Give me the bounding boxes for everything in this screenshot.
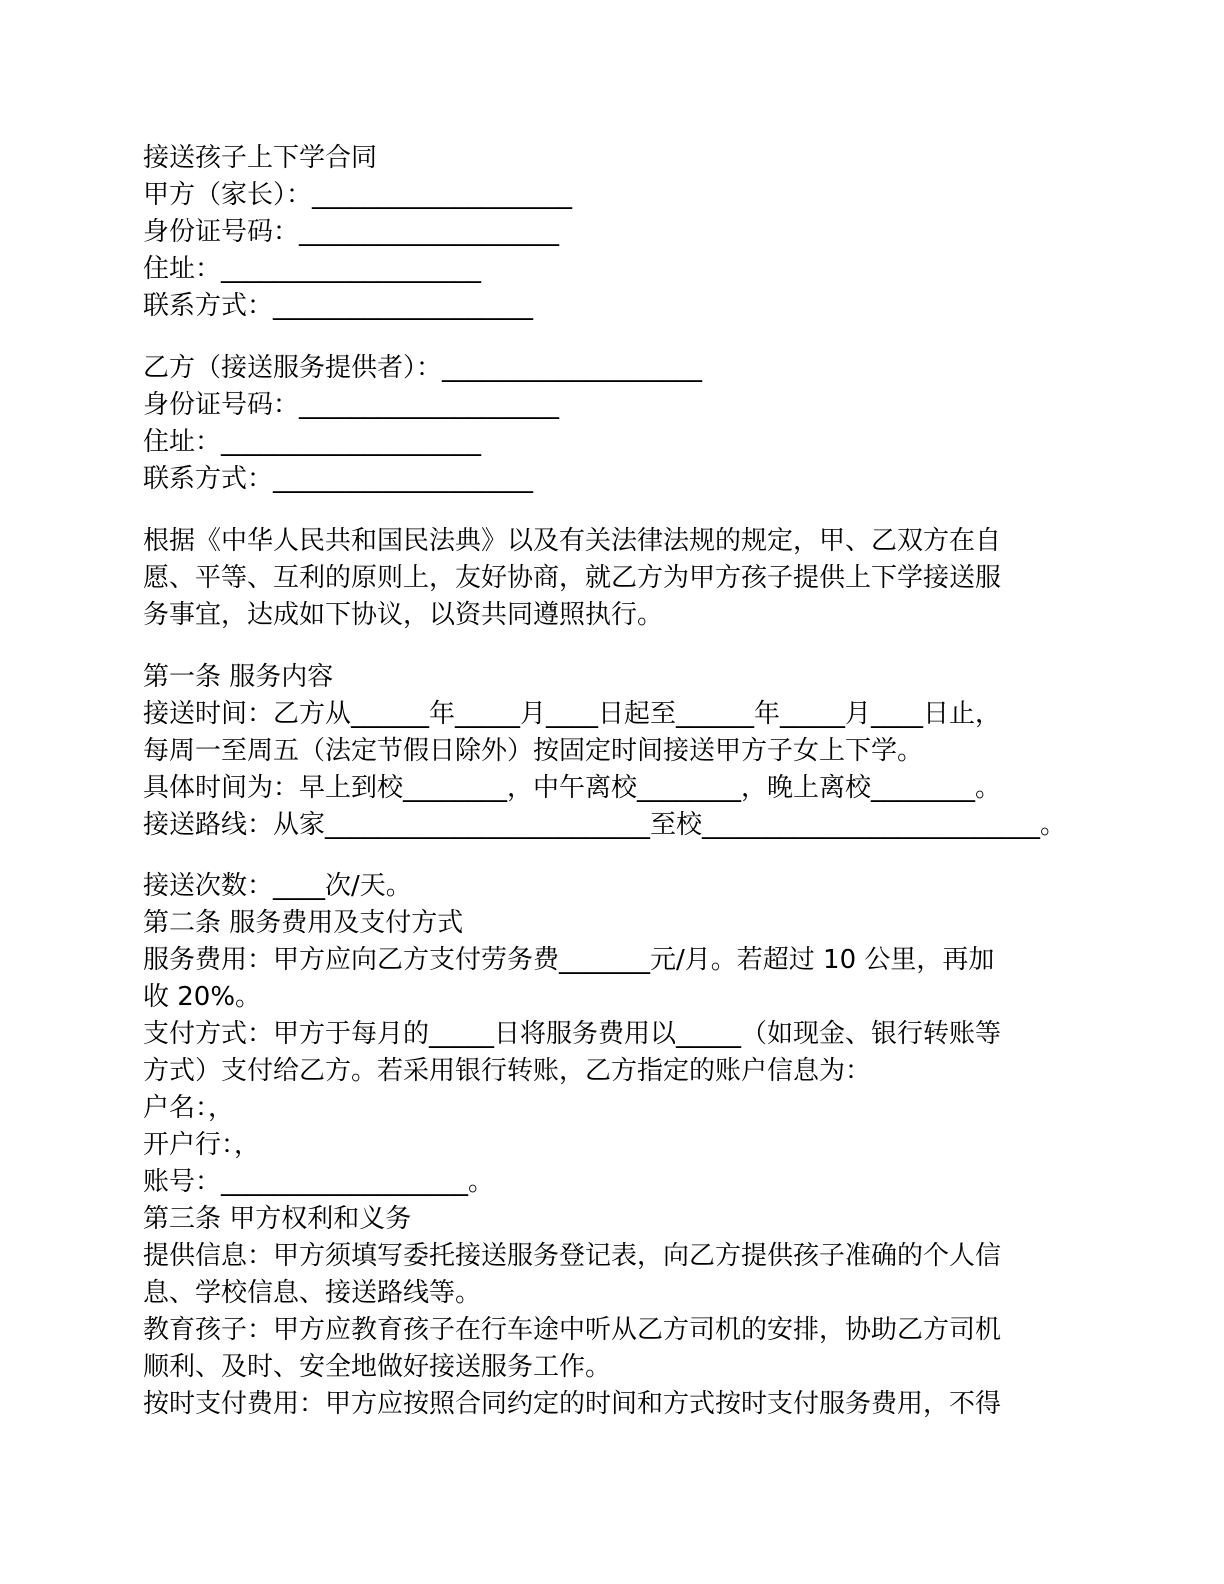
party-b-contact: 联系方式：____________________ [143,464,534,494]
article1-line: 具体时间为：早上到校________，中午离校________，晚上离校________。 [143,773,1002,803]
article3-line: 提供信息：甲方须填写委托接送服务登记表，向乙方提供孩子准确的个人信 [143,1241,1002,1271]
spacer [143,498,1103,523]
party-a-contact: 联系方式：____________________ [143,291,534,321]
party-b-address: 住址：____________________ [143,427,482,457]
article3-heading: 第三条 甲方权利和义务 [143,1204,412,1234]
spacer [143,325,1103,350]
article2-line: 收 20%。 [143,982,262,1012]
article1-heading: 第一条 服务内容 [143,662,334,692]
spacer [143,634,1103,659]
article1-line: 接送时间：乙方从______年_____月____日起至______年_____月____日止， [143,699,1002,729]
document-title: 接送孩子上下学合同 [143,143,378,173]
preamble-line: 根据《中华人民共和国民法典》以及有关法律法规的规定，甲、乙双方在自 [143,526,1002,556]
article2-heading: 第二条 服务费用及支付方式 [143,908,464,938]
article2-line: 账号：___________________。 [143,1167,495,1197]
article1-frequency: 接送次数：____次/天。 [143,871,412,901]
party-a-id-number: 身份证号码：____________________ [143,217,560,247]
article2-line: 户名：， [143,1093,235,1123]
party-a-address: 住址：____________________ [143,254,482,284]
article2-line: 服务费用：甲方应向乙方支付劳务费_______元/月。若超过 10 公里，再加 [143,945,995,975]
document-body [143,140,1103,1423]
spacer [143,844,1103,868]
article2-line: 支付方式：甲方于每月的_____日将服务费用以_____（如现金、银行转账等 [143,1019,1002,1049]
preamble-line: 愿、平等、互利的原则上，友好协商，就乙方为甲方孩子提供上下学接送服 [143,563,1002,593]
article2-line: 方式）支付给乙方。若采用银行转账，乙方指定的账户信息为： [143,1056,872,1086]
article2-line: 开户行：， [143,1130,261,1160]
party-b-id-number: 身份证号码：____________________ [143,390,560,420]
preamble-line: 务事宜，达成如下协议，以资共同遵照执行。 [143,600,664,630]
article3-line: 顺利、及时、安全地做好接送服务工作。 [143,1352,612,1382]
party-b-name: 乙方（接送服务提供者）：____________________ [143,353,703,383]
article3-line: 按时支付费用：甲方应按照合同约定的时间和方式按时支付服务费用，不得 [143,1389,1002,1419]
party-a-name: 甲方（家长）：____________________ [143,180,573,210]
article3-line: 息、学校信息、接送路线等。 [143,1278,482,1308]
article1-line: 接送路线：从家_________________________至校__________________________。 [143,810,1067,840]
article1-line: 每周一至周五（法定节假日除外）按固定时间接送甲方子女上下学。 [143,736,924,766]
article3-line: 教育孩子：甲方应教育孩子在行车途中听从乙方司机的安排，协助乙方司机 [143,1315,1002,1345]
